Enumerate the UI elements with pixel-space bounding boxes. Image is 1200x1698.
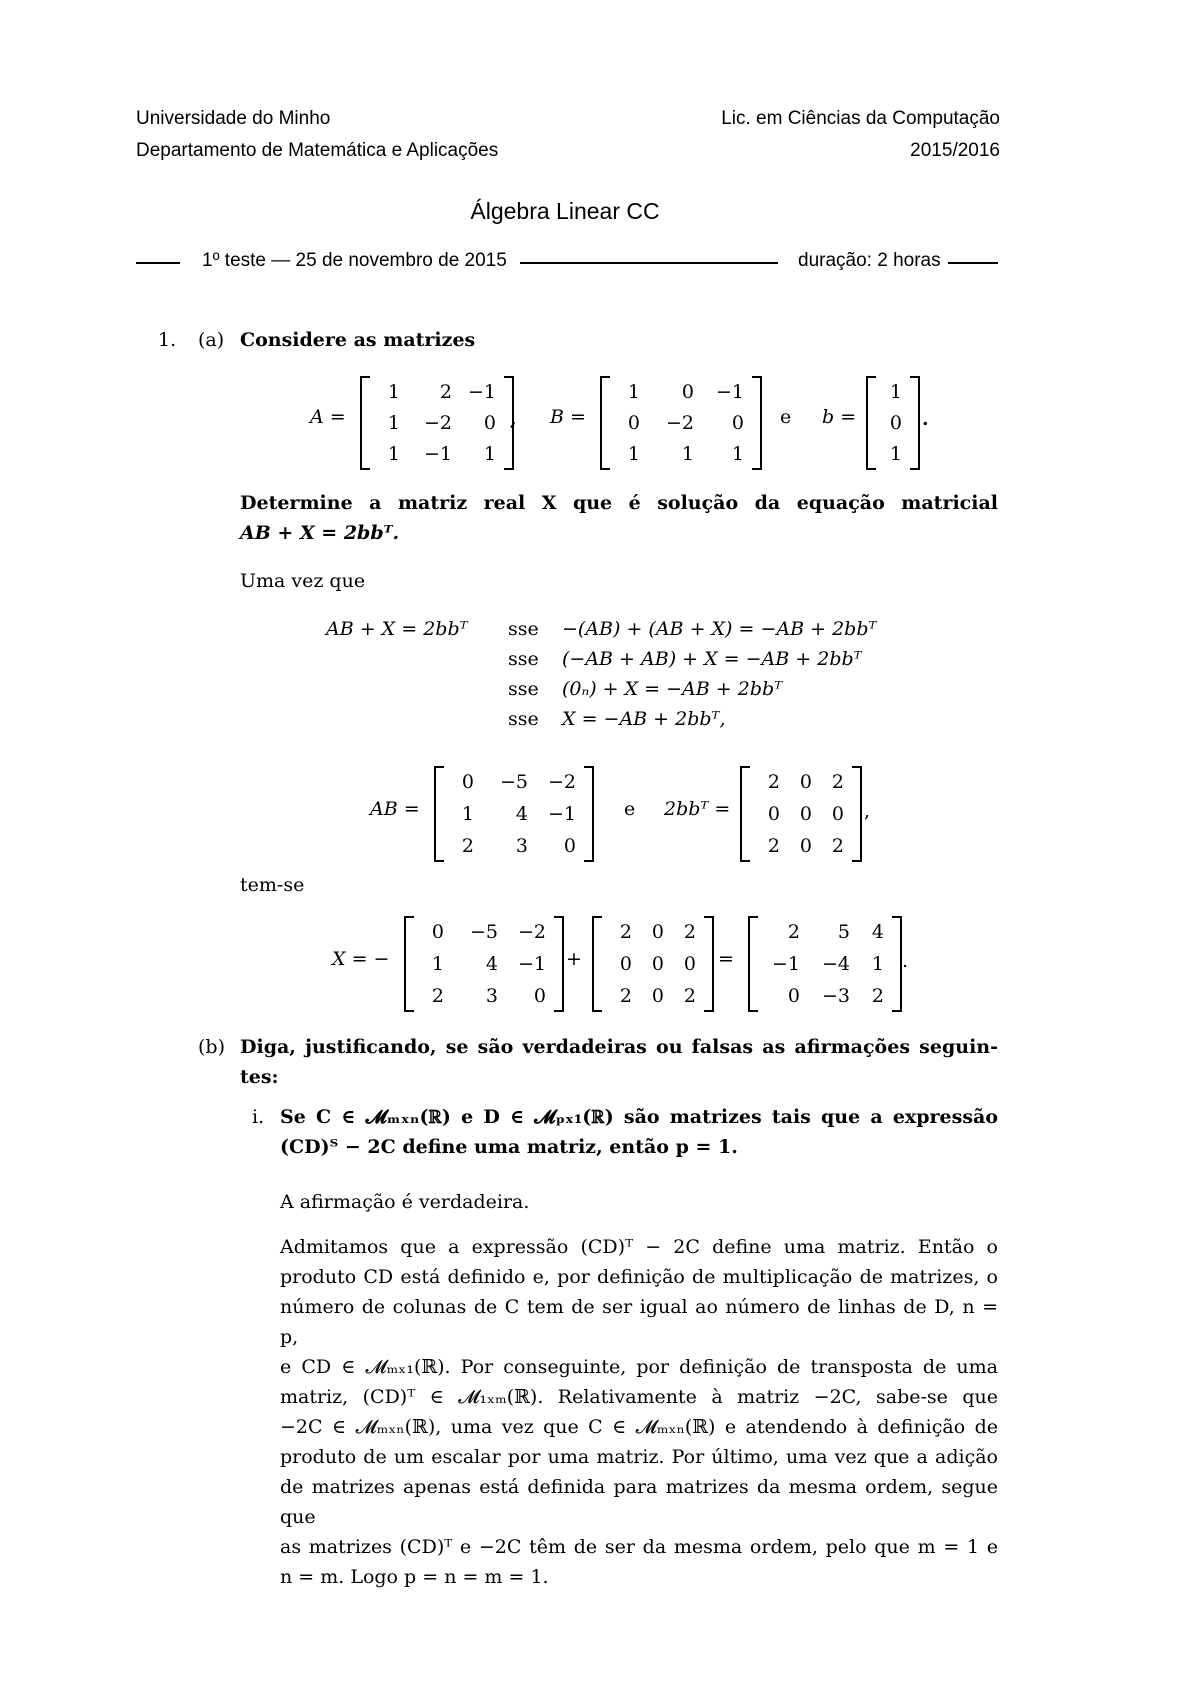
item-i-label: i.: [252, 1106, 265, 1128]
bbt-label: 2bbᵀ =: [664, 798, 731, 820]
matrix-b: 1 0 −1 0 −2 0 1 1 1: [600, 376, 762, 470]
matrix-2bbt: 2 0 2 0 0 0 2 0 2: [740, 766, 862, 862]
conjunction-e: e: [624, 798, 636, 820]
derivation-sse: sse: [508, 678, 539, 700]
proof-line: de matrizes apenas está definida para matrizes da mesma ordem, segue que: [280, 1476, 998, 1528]
derivation-rhs: −(AB) + (AB + X) = −AB + 2bbᵀ: [562, 618, 877, 640]
derivation-sse: sse: [508, 708, 539, 730]
duration-label: duração: 2 horas: [798, 250, 941, 271]
proof-line: as matrizes (CD)ᵀ e −2C têm de ser da mesma ordem, pelo que m = 1 e: [280, 1536, 998, 1558]
matrix-b-label: B =: [550, 406, 586, 428]
x-label: X = −: [332, 948, 390, 970]
comma: ,: [510, 408, 517, 430]
matrix-ab-repeat: 0 −5 −2 1 4 −1 2 3 0: [404, 916, 564, 1012]
plus-sign: +: [566, 948, 582, 970]
derivation-rhs: (−AB + AB) + X = −AB + 2bbᵀ: [562, 648, 862, 670]
equals-sign: =: [718, 948, 734, 970]
part-b-intro-line1: Diga, justificando, se são verdadeiras ou falsas as afirmações seguin-: [240, 1036, 998, 1058]
part-a-label: (a): [198, 329, 225, 351]
derivation-lhs: AB + X = 2bbᵀ: [326, 618, 468, 640]
period: .: [902, 950, 909, 972]
conjunction-e: e: [780, 406, 792, 428]
test-info: 1º teste — 25 de novembro de 2015: [202, 250, 507, 271]
matrix-2bbt-repeat: 2 0 2 0 0 0 2 0 2: [592, 916, 714, 1012]
university-name: Universidade do Minho: [136, 108, 331, 129]
proof-line: número de colunas de C tem de ser igual ao número de linhas de D, n = p,: [280, 1296, 998, 1348]
period: .: [922, 408, 929, 430]
item-i-statement-line2: (CD)ᵀ − 2C define uma matriz, então p = 1.: [280, 1136, 738, 1158]
comma: ,: [864, 800, 871, 822]
part-a-task-line1: Determine a matriz real X que é solução da equação matricial: [240, 492, 998, 514]
part-b-intro-line2: tes:: [240, 1066, 279, 1088]
proof-line: e CD ∈ 𝓜ₘₓ₁(ℝ). Por conseguinte, por definição de transposta de uma: [280, 1356, 998, 1378]
question-number: 1.: [158, 329, 177, 351]
proof-line: produto de um escalar por uma matriz. Por último, uma vez que a adição: [280, 1446, 998, 1468]
item-i-answer: A afirmação é verdadeira.: [280, 1191, 530, 1213]
rule-left: [136, 262, 180, 264]
rule-right: [948, 262, 998, 264]
derivation-sse: sse: [508, 648, 539, 670]
hence-text: tem-se: [240, 874, 305, 896]
proof-line: produto CD está definido e, por definição de multiplicação de matrizes, o: [280, 1266, 998, 1288]
derivation-sse: sse: [508, 618, 539, 640]
proof-line: n = m. Logo p = n = m = 1.: [280, 1566, 549, 1588]
since-text: Uma vez que: [240, 570, 366, 592]
proof-line: Admitamos que a expressão (CD)ᵀ − 2C define uma matriz. Então o: [280, 1236, 998, 1258]
academic-year: 2015/2016: [910, 140, 1000, 161]
part-b-label: (b): [198, 1036, 225, 1058]
matrix-a: 1 2 −1 1 −2 0 1 −1 1: [360, 376, 514, 470]
course-name: Lic. em Ciências da Computação: [721, 108, 1000, 129]
derivation-rhs: (0ₙ) + X = −AB + 2bbᵀ: [562, 678, 783, 700]
matrix-a-label: A =: [310, 406, 346, 428]
matrix-ab: 0 −5 −2 1 4 −1 2 3 0: [434, 766, 594, 862]
item-i-statement-line1: Se C ∈ 𝓜ₘₓₙ(ℝ) e D ∈ 𝓜ₚₓ₁(ℝ) são matrizes tais que a expressão: [280, 1106, 998, 1128]
part-a-intro: Considere as matrizes: [240, 329, 476, 351]
rule-middle: [520, 262, 778, 264]
vector-b: 1 0 1: [866, 376, 920, 470]
page-title: Álgebra Linear CC: [470, 198, 660, 224]
proof-line: matriz, (CD)ᵀ ∈ 𝓜₁ₓₘ(ℝ). Relativamente à matriz −2C, sabe-se que: [280, 1386, 998, 1408]
ab-label: AB =: [370, 798, 420, 820]
department-name: Departamento de Matemática e Aplicações: [136, 140, 499, 161]
proof-line: −2C ∈ 𝓜ₘₓₙ(ℝ), uma vez que C ∈ 𝓜ₘₓₙ(ℝ) e atendendo à definição de: [280, 1416, 998, 1438]
derivation-rhs: X = −AB + 2bbᵀ,: [562, 708, 726, 730]
item-i-proof: [280, 1232, 998, 1592]
part-a-task-line2: AB + X = 2bbᵀ.: [240, 522, 400, 544]
vector-b-label: b =: [822, 406, 857, 428]
matrix-x-result: 2 5 4 −1 −4 1 0 −3 2: [748, 916, 902, 1012]
